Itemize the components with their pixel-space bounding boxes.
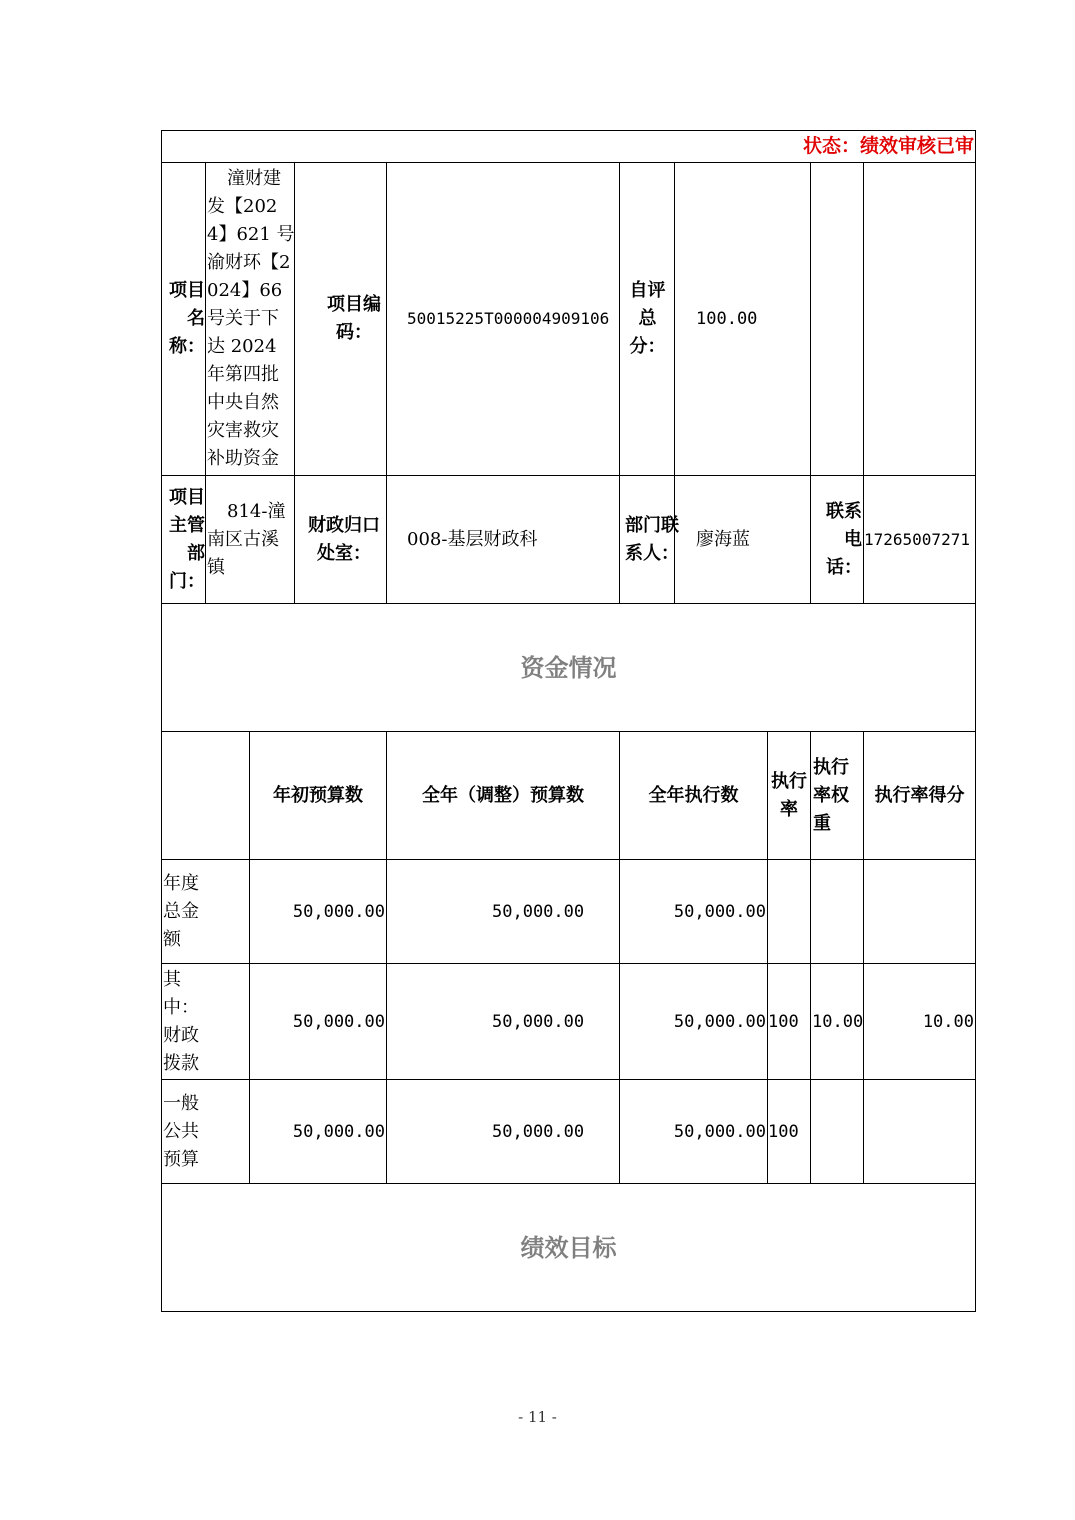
office-label: 财政归口处室： — [308, 514, 380, 564]
funds-row-rate — [768, 860, 810, 963]
funds-row-weight — [812, 860, 863, 963]
funds-row-initial: 50,000.00 — [292, 1121, 385, 1142]
funds-row-label: 年度总金额 — [163, 872, 199, 950]
funds-row-initial: 50,000.00 — [292, 1011, 385, 1032]
phone-value: 17265007271 — [864, 529, 970, 549]
funds-row-weight — [812, 1080, 863, 1183]
funds-row-initial: 50,000.00 — [292, 901, 385, 922]
phone-label: 联系电话： — [826, 500, 862, 578]
funds-row-rate: 100 — [768, 1121, 799, 1142]
contact-value: 廖海蓝 — [696, 528, 750, 550]
self-score-value: 100.00 — [696, 309, 758, 329]
funds-row-adjusted: 50,000.00 — [492, 1121, 585, 1142]
contact-label: 部门联系人： — [625, 514, 679, 564]
funds-header-rate: 执行率 — [771, 770, 807, 820]
funds-section-title: 资金情况 — [520, 653, 617, 682]
funds-row-label: 其中：财政拨款 — [163, 968, 199, 1074]
funds-row-executed: 50,000.00 — [673, 1121, 766, 1142]
funds-header-initial: 年初预算数 — [273, 784, 363, 806]
goals-section-title: 绩效目标 — [520, 1233, 617, 1262]
office-value: 008-基层财政科 — [407, 528, 538, 550]
funds-row-score — [864, 1080, 974, 1183]
funds-row-adjusted: 50,000.00 — [492, 1011, 585, 1032]
dept-label: 项目主管部门： — [169, 486, 205, 592]
funds-row-executed: 50,000.00 — [673, 1011, 766, 1032]
status-text: 状态：绩效审核已审 — [802, 135, 974, 157]
funds-row-rate: 100 — [768, 1011, 799, 1032]
funds-row-score — [864, 860, 974, 963]
funds-row-score: 10.00 — [922, 1011, 974, 1032]
funds-row-adjusted: 50,000.00 — [492, 901, 585, 922]
funds-header-adjusted: 全年（调整）预算数 — [422, 784, 584, 806]
project-code-value: 50015225T000004909106 — [407, 309, 610, 328]
funds-row-label: 一般公共预算 — [163, 1092, 199, 1170]
funds-header-weight: 执行率权重 — [813, 756, 849, 834]
project-code-label: 项目编码： — [327, 294, 381, 343]
funds-header-executed: 全年执行数 — [648, 784, 739, 806]
page-number: - 11 - — [518, 1408, 557, 1426]
project-name-value: 潼财建发【2024】621 号渝财环【2024】66 号关于下达 2024 年第四批中央自然灾害救灾补助资金 — [207, 168, 295, 469]
funds-row-executed: 50,000.00 — [673, 901, 766, 922]
project-name-label: 项目名称： — [169, 280, 205, 357]
funds-header-score: 执行率得分 — [874, 784, 965, 806]
funds-row-weight: 10.00 — [812, 1011, 864, 1032]
dept-value: 814-潼南区古溪镇 — [207, 500, 286, 578]
self-score-label: 自评总分： — [629, 280, 666, 357]
